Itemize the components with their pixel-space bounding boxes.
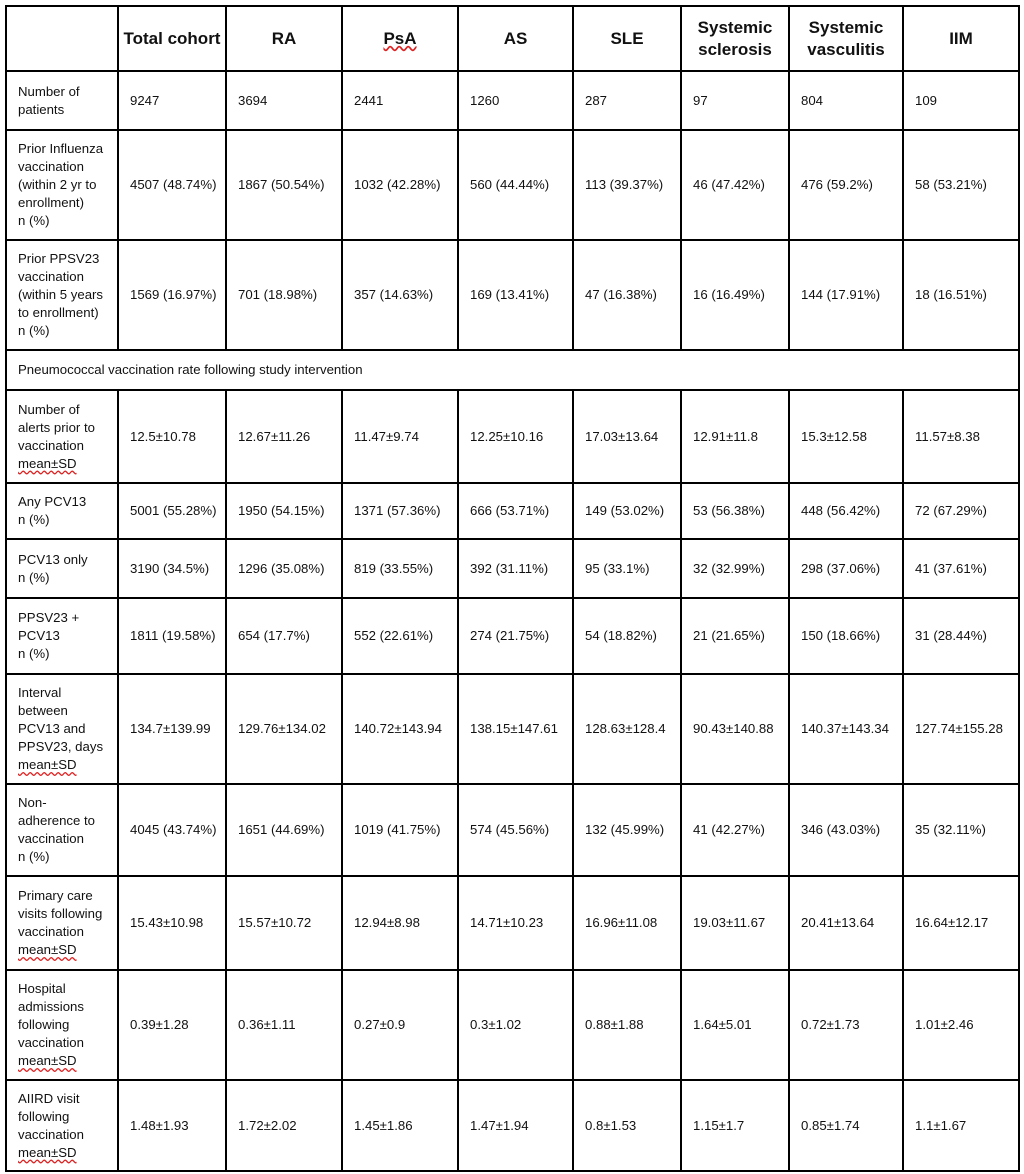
table-cell: 3694 (226, 71, 342, 130)
table-row (6, 483, 1019, 539)
table-cell: 298 (37.06%) (789, 539, 903, 598)
table-cell: 357 (14.63%) (342, 240, 458, 350)
table-cell: 16.64±12.17 (903, 876, 1019, 970)
row-label-line (18, 756, 117, 774)
table-cell: 701 (18.98%) (226, 240, 342, 350)
row-label (6, 483, 118, 539)
table-cell: 5001 (55.28%) (118, 483, 226, 539)
table-cell: 1032 (42.28%) (342, 130, 458, 240)
row-label-line: adherence to (18, 813, 95, 828)
table-cell: 654 (17.7%) (226, 598, 342, 674)
table-cell: 16 (16.49%) (681, 240, 789, 350)
table-cell: 97 (681, 71, 789, 130)
table-cell: 138.15±147.61 (458, 674, 573, 784)
table-cell: 72 (67.29%) (903, 483, 1019, 539)
column-header: AS (458, 6, 573, 71)
row-label (6, 970, 118, 1080)
row-label-line: to enrollment) (18, 305, 99, 320)
table-cell: 90.43±140.88 (681, 674, 789, 784)
row-label (6, 784, 118, 876)
row-label-line: patients (18, 101, 65, 117)
table-row (6, 876, 1019, 970)
table-row (6, 130, 1019, 240)
column-header: Systemic sclerosis (681, 6, 789, 71)
row-label-line: Any PCV13 (18, 494, 87, 509)
column-header: Total cohort (118, 6, 226, 71)
column-header: PsA (342, 6, 458, 71)
row-label-line: following (18, 1017, 70, 1032)
table-cell: 1260 (458, 71, 573, 130)
table-cell: 1.15±1.7 (681, 1080, 789, 1171)
row-label-line: Non- (18, 795, 47, 810)
table-cell: 1296 (35.08%) (226, 539, 342, 598)
row-label-line: n (%) (18, 512, 50, 527)
row-label-line: Interval (18, 685, 62, 700)
row-label-line: (within 5 years (18, 287, 104, 302)
row-label-line: mean±SD (18, 757, 77, 772)
table-cell: 4507 (48.74%) (118, 130, 226, 240)
table-cell: 14.71±10.23 (458, 876, 573, 970)
row-label-line: following (18, 1108, 70, 1124)
table-cell: 9247 (118, 71, 226, 130)
column-header: Systemic vasculitis (789, 6, 903, 71)
table-cell: 574 (45.56%) (458, 784, 573, 876)
table-cell: 3190 (34.5%) (118, 539, 226, 598)
row-label (6, 1080, 118, 1171)
row-label-line: vaccination (18, 831, 84, 846)
row-label-line: PPSV23 + (18, 610, 80, 625)
table-cell: 1651 (44.69%) (226, 784, 342, 876)
table-cell: 127.74±155.28 (903, 674, 1019, 784)
row-label-line: n (%) (18, 323, 50, 338)
section-title: Pneumococcal vaccination rate following study intervention (6, 350, 1019, 390)
row-label-line: AIIRD visit (18, 1090, 80, 1106)
table-cell: 134.7±139.99 (118, 674, 226, 784)
table-row (6, 240, 1019, 350)
table-cell: 1.01±2.46 (903, 970, 1019, 1080)
table-cell: 41 (37.61%) (903, 539, 1019, 598)
row-label-line: Number of (18, 83, 80, 99)
row-label-line: Primary care (18, 888, 93, 903)
row-label-line: Prior PPSV23 (18, 251, 100, 266)
cohort-table (5, 5, 1020, 1172)
row-label-line: admissions (18, 999, 84, 1014)
row-label-line: mean±SD (18, 1053, 77, 1068)
table-cell: 19.03±11.67 (681, 876, 789, 970)
table-cell: 15.57±10.72 (226, 876, 342, 970)
table-cell: 0.39±1.28 (118, 970, 226, 1080)
section-row (6, 350, 1019, 390)
table-cell: 18 (16.51%) (903, 240, 1019, 350)
table-cell: 17.03±13.64 (573, 390, 681, 483)
row-label-line: n (%) (18, 569, 50, 585)
table-cell: 144 (17.91%) (789, 240, 903, 350)
table-row (6, 390, 1019, 483)
table-cell: 21 (21.65%) (681, 598, 789, 674)
table-cell: 804 (789, 71, 903, 130)
row-label (6, 390, 118, 483)
row-label-line: Number of (18, 401, 80, 417)
table-cell: 0.8±1.53 (573, 1080, 681, 1171)
row-label-line (18, 1144, 117, 1162)
table-cell: 12.94±8.98 (342, 876, 458, 970)
table-cell: 140.72±143.94 (342, 674, 458, 784)
table-cell: 47 (16.38%) (573, 240, 681, 350)
table-cell: 31 (28.44%) (903, 598, 1019, 674)
column-header: RA (226, 6, 342, 71)
table-cell: 1811 (19.58%) (118, 598, 226, 674)
row-label (6, 539, 118, 598)
table-cell: 140.37±143.34 (789, 674, 903, 784)
table-cell: 32 (32.99%) (681, 539, 789, 598)
table-cell: 392 (31.11%) (458, 539, 573, 598)
table-cell: 0.72±1.73 (789, 970, 903, 1080)
column-header: SLE (573, 6, 681, 71)
row-label (6, 71, 118, 130)
header-row (6, 6, 1019, 71)
table-row (6, 784, 1019, 876)
table-cell: 169 (13.41%) (458, 240, 573, 350)
row-label-line: Hospital (18, 981, 66, 996)
table-cell: 1371 (57.36%) (342, 483, 458, 539)
table-cell: 1.45±1.86 (342, 1080, 458, 1171)
table-cell: 11.57±8.38 (903, 390, 1019, 483)
row-label-line: mean±SD (18, 1144, 77, 1160)
table-cell: 20.41±13.64 (789, 876, 903, 970)
table-cell: 0.27±0.9 (342, 970, 458, 1080)
row-label-line: PCV13 (18, 628, 60, 643)
column-header (6, 6, 118, 71)
row-label (6, 240, 118, 350)
table-cell: 1.1±1.67 (903, 1080, 1019, 1171)
table-cell: 274 (21.75%) (458, 598, 573, 674)
row-label-line: PPSV23, days (18, 739, 104, 754)
row-label-line (18, 455, 117, 473)
table-cell: 58 (53.21%) (903, 130, 1019, 240)
table-cell: 132 (45.99%) (573, 784, 681, 876)
row-label-line: mean±SD (18, 455, 77, 471)
table-cell: 666 (53.71%) (458, 483, 573, 539)
table-cell: 53 (56.38%) (681, 483, 789, 539)
table-cell: 1.64±5.01 (681, 970, 789, 1080)
table-cell: 0.85±1.74 (789, 1080, 903, 1171)
table-row (6, 674, 1019, 784)
table-cell: 560 (44.44%) (458, 130, 573, 240)
table-cell: 12.5±10.78 (118, 390, 226, 483)
table-cell: 1.72±2.02 (226, 1080, 342, 1171)
table-row (6, 71, 1019, 130)
row-label-line: Prior Influenza (18, 141, 104, 156)
row-label-line: mean±SD (18, 942, 77, 957)
row-label (6, 598, 118, 674)
table-cell: 0.36±1.11 (226, 970, 342, 1080)
row-label-line: (within 2 yr to (18, 177, 97, 192)
table-cell: 128.63±128.4 (573, 674, 681, 784)
row-label-line: visits following (18, 906, 103, 921)
row-label (6, 674, 118, 784)
table-cell: 15.3±12.58 (789, 390, 903, 483)
table-cell: 12.91±11.8 (681, 390, 789, 483)
table-cell: 109 (903, 71, 1019, 130)
row-label-line: vaccination (18, 1126, 84, 1142)
row-label-line: vaccination (18, 924, 84, 939)
row-label-line: vaccination (18, 1035, 84, 1050)
table-cell: 1.47±1.94 (458, 1080, 573, 1171)
table-cell: 149 (53.02%) (573, 483, 681, 539)
row-label (6, 876, 118, 970)
table-cell: 54 (18.82%) (573, 598, 681, 674)
table-cell: 448 (56.42%) (789, 483, 903, 539)
table-cell: 819 (33.55%) (342, 539, 458, 598)
table-cell: 46 (47.42%) (681, 130, 789, 240)
table-cell: 0.3±1.02 (458, 970, 573, 1080)
table-cell: 2441 (342, 71, 458, 130)
row-label-line: vaccination (18, 269, 84, 284)
table-cell: 95 (33.1%) (573, 539, 681, 598)
table-cell: 41 (42.27%) (681, 784, 789, 876)
table-cell: 35 (32.11%) (903, 784, 1019, 876)
row-label-line: PCV13 and (18, 721, 86, 736)
table-cell: 4045 (43.74%) (118, 784, 226, 876)
table-cell: 16.96±11.08 (573, 876, 681, 970)
row-label-line: n (%) (18, 213, 50, 228)
table-cell: 1019 (41.75%) (342, 784, 458, 876)
table-cell: 129.76±134.02 (226, 674, 342, 784)
row-label (6, 130, 118, 240)
table-cell: 346 (43.03%) (789, 784, 903, 876)
row-label-line (18, 1052, 117, 1070)
table-cell: 1950 (54.15%) (226, 483, 342, 539)
table-row (6, 1080, 1019, 1171)
table-row (6, 598, 1019, 674)
table-cell: 12.67±11.26 (226, 390, 342, 483)
row-label-line: vaccination (18, 159, 84, 174)
table-cell: 1569 (16.97%) (118, 240, 226, 350)
table-cell: 150 (18.66%) (789, 598, 903, 674)
table-row (6, 970, 1019, 1080)
table-cell: 287 (573, 71, 681, 130)
table-cell: 1867 (50.54%) (226, 130, 342, 240)
row-label-line: enrollment) (18, 195, 84, 210)
table-cell: 1.48±1.93 (118, 1080, 226, 1171)
table-cell: 11.47±9.74 (342, 390, 458, 483)
table-cell: 113 (39.37%) (573, 130, 681, 240)
table-cell: 552 (22.61%) (342, 598, 458, 674)
row-label-line: alerts prior to (18, 419, 95, 435)
table-cell: 15.43±10.98 (118, 876, 226, 970)
row-label-line: n (%) (18, 849, 50, 864)
row-label-line: PCV13 only (18, 551, 88, 567)
table-cell: 476 (59.2%) (789, 130, 903, 240)
row-label-line: vaccination (18, 437, 84, 453)
row-label-line: n (%) (18, 646, 50, 661)
row-label-line (18, 941, 117, 959)
table-cell: 0.88±1.88 (573, 970, 681, 1080)
row-label-line: between (18, 703, 68, 718)
table-row (6, 539, 1019, 598)
column-header: IIM (903, 6, 1019, 71)
table-cell: 12.25±10.16 (458, 390, 573, 483)
